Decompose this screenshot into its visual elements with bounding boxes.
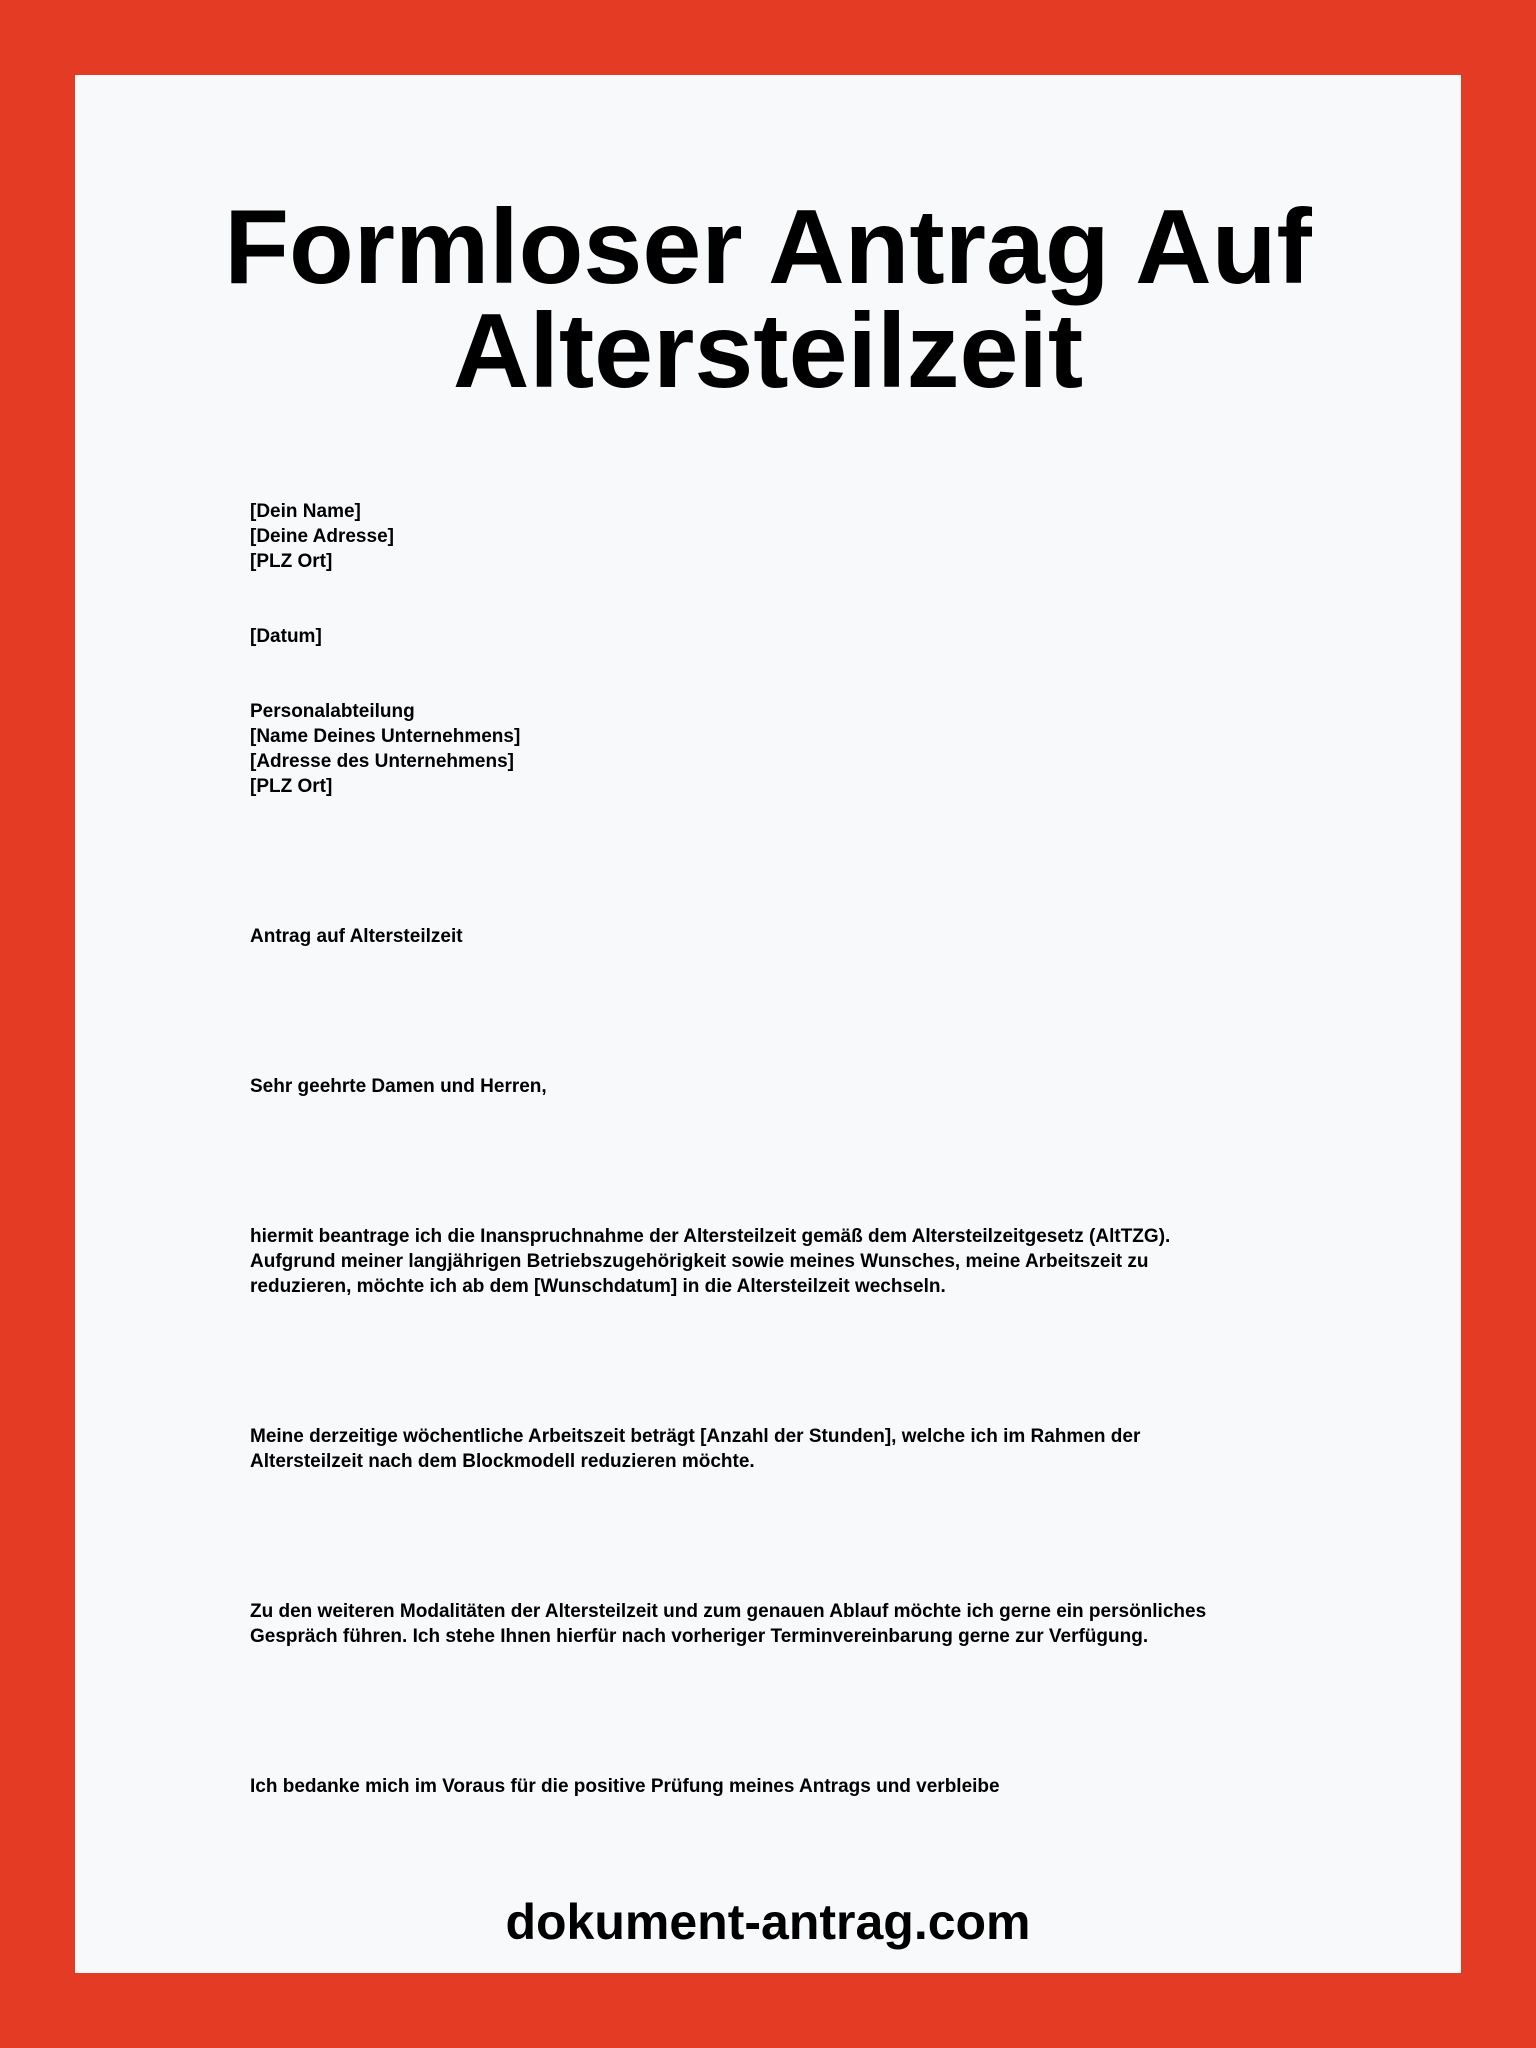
- sender-address-block: [250, 499, 1310, 574]
- sender-name: [Dein Name]: [250, 501, 361, 522]
- salutation-text: Sehr geehrte Damen und Herren,: [250, 1076, 547, 1097]
- recipient-address-block: [250, 699, 1310, 799]
- recipient-address: [Adresse des Unternehmens]: [250, 751, 514, 772]
- body-paragraph-1: [250, 1224, 1310, 1299]
- sender-address: [Deine Adresse]: [250, 526, 394, 547]
- paragraph-line: Meine derzeitige wöchentliche Arbeitszeit beträgt [Anzahl der Stunden], welche ich im Rahmen der: [250, 1426, 1141, 1447]
- paragraph-line: Ich bedanke mich im Voraus für die positive Prüfung meines Antrags und verbleibe: [250, 1776, 1000, 1797]
- sender-city: [PLZ Ort]: [250, 551, 333, 572]
- body-paragraph-2: [250, 1424, 1310, 1474]
- paragraph-line: Altersteilzeit nach dem Blockmodell reduzieren möchte.: [250, 1451, 755, 1472]
- subject-line: [250, 924, 1310, 949]
- recipient-city: [PLZ Ort]: [250, 776, 333, 797]
- body-paragraph-3: [250, 1599, 1310, 1649]
- title-line-1: Formloser Antrag Auf: [224, 188, 1312, 306]
- body-paragraph-4: [250, 1774, 1310, 1799]
- recipient-company: [Name Deines Unternehmens]: [250, 726, 521, 747]
- footer-site-name: dokument-antrag.com: [505, 1894, 1031, 1950]
- paragraph-line: reduzieren, möchte ich ab dem [Wunschdatum] in die Altersteilzeit wechseln.: [250, 1276, 946, 1297]
- title-line-2: Altersteilzeit: [452, 292, 1084, 410]
- paragraph-line: Gespräch führen. Ich stehe Ihnen hierfür nach vorheriger Terminvereinbarung gerne zur Verfügung.: [250, 1626, 1149, 1647]
- document-page: [75, 75, 1461, 1973]
- document-title: [75, 188, 1461, 410]
- date-line: [250, 624, 1310, 649]
- paragraph-line: Aufgrund meiner langjährigen Betriebszugehörigkeit sowie meines Wunsches, meine Arbeitszeit zu: [250, 1251, 1149, 1272]
- paragraph-line: hiermit beantrage ich die Inanspruchnahme der Altersteilzeit gemäß dem Altersteilzeitgesetz (AltTZG).: [250, 1226, 1171, 1247]
- date-text: [Datum]: [250, 626, 322, 647]
- subject-text: Antrag auf Altersteilzeit: [250, 926, 463, 947]
- paragraph-line: Zu den weiteren Modalitäten der Altersteilzeit und zum genauen Ablauf möchte ich gerne ein persönliches: [250, 1601, 1207, 1622]
- salutation: [250, 1074, 1310, 1099]
- recipient-department: Personalabteilung: [250, 701, 415, 722]
